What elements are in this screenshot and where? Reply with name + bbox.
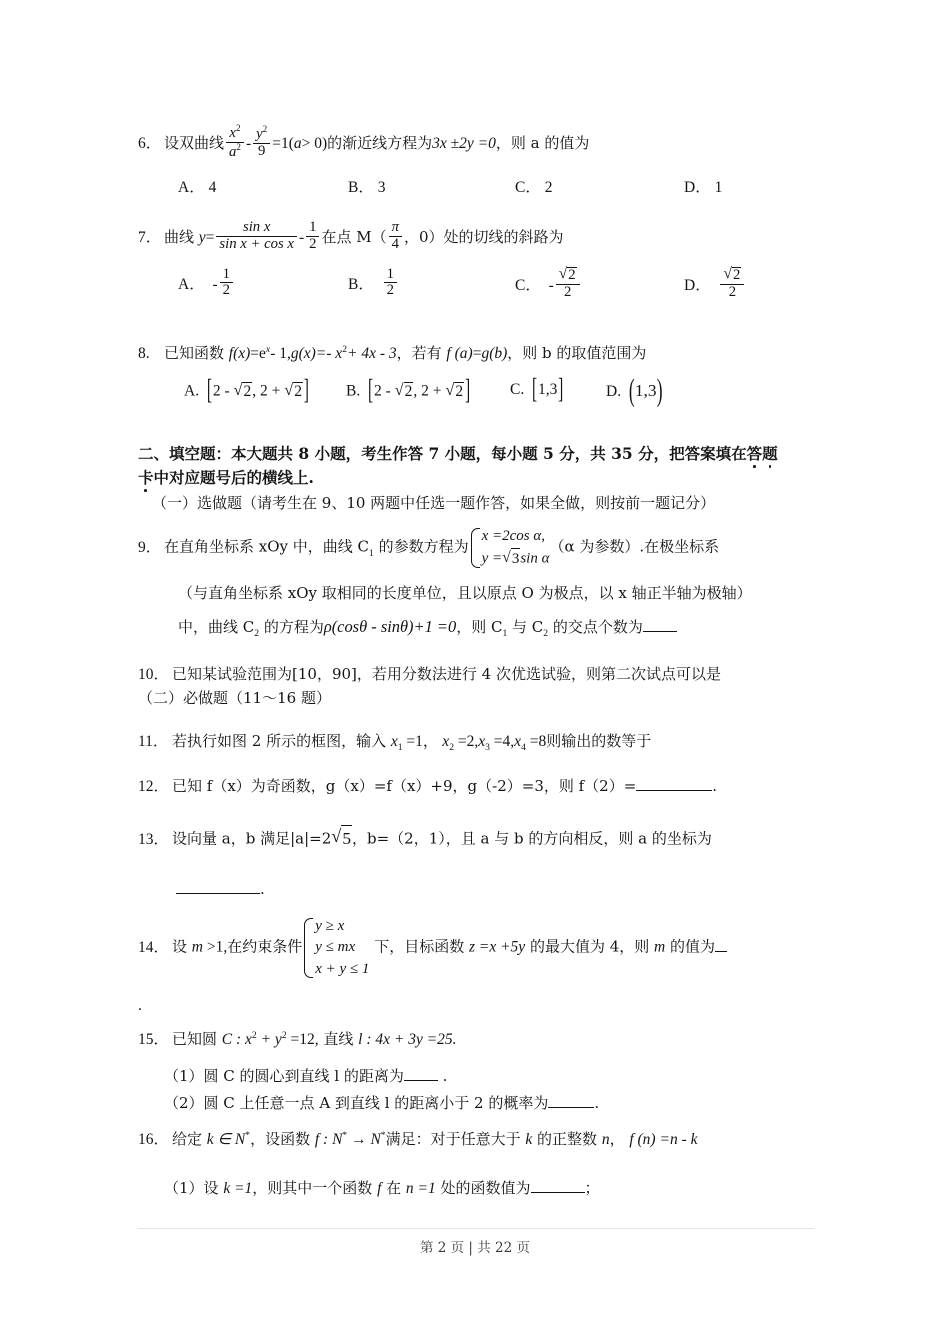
question-13-number: 13．	[138, 830, 170, 848]
section-two-dotted-a: 答	[746, 444, 763, 463]
section-two-line-2	[138, 466, 814, 490]
q15-lead: 已知圆	[172, 1030, 222, 1048]
q16-part1-blank[interactable]	[531, 1192, 585, 1193]
q8-option-b[interactable]: B. [ 2 - √ 2, 2 + √ 2 ]	[346, 381, 470, 401]
q6-option-d[interactable]: D． 1	[684, 178, 723, 196]
q8-mid-text: ，若有	[396, 344, 447, 362]
q6-option-a[interactable]: A． 4	[178, 178, 217, 196]
q14-mid: 下，目标函数	[369, 937, 469, 956]
question-16	[138, 1128, 814, 1201]
q7-fraction-main: $\frac{\text{sin x}}{\text{sin x + cos x}}$	[216, 220, 297, 253]
q7-mid-text: 在点 M（	[321, 227, 387, 246]
question-7-stem: 7． 曲线 y= $\frac{\text{sin x}}{\text{sin x + cos x}}$ - $\frac{1}{2}$ 在点 M（ $\frac{\pi}{4}$ ，0）处的切线的斜路为	[138, 218, 564, 252]
q7-option-d[interactable]: D． √ $\frac{2}{2}$	[684, 269, 746, 303]
question-15-part-2: （2）圆 C 上任意一点 A 到直线 l 的距离小于 2 的概率为 .	[164, 1093, 600, 1112]
subsection-one-note: （一）选做题（请考生在 9、10 两题中任选一题作答，如果全做，则按前一题记分）	[152, 494, 716, 513]
question-15-part-1: （1）圆 C 的圆心到直线 l 的距离为 .	[164, 1067, 448, 1086]
q14-constraint-label: 在约束条件	[227, 937, 303, 956]
question-10	[138, 663, 814, 710]
question-14-stem: 14． 设 m >1,在约束条件 y ≥ x y ≤ mx x + y ≤ 1 下，目标函数 z =x +5y 的最大值为 4，则 m 的值为	[138, 916, 814, 980]
question-13-answer-line: .	[138, 878, 814, 901]
q8-lead-text: 已知函数	[164, 344, 229, 362]
section-two-dotted-c: 卡	[138, 468, 154, 488]
question-15-number: 15．	[138, 1031, 170, 1048]
question-12	[138, 775, 814, 798]
q13-lead: 设向量 a，b 满足|a|=2	[172, 829, 332, 848]
question-13	[138, 824, 814, 901]
q14-constraint-system: y ≥ x y ≤ mx x + y ≤ 1	[302, 916, 369, 980]
q8-option-d[interactable]: D. ( 1,3 )	[606, 381, 663, 401]
q8-option-a[interactable]: A. [ 2 - √ 2, 2 + √ 2 ]	[184, 381, 309, 401]
q9-lead-text: 在直角坐标系 xOy 中，曲线 C	[164, 537, 370, 556]
section-two-text-a: 二、填空题：本大题共 8 小题，考生作答 7 小题，每小题 5 分，共 35 分，把答案填在	[138, 444, 747, 463]
question-10-stem	[138, 663, 814, 686]
page-footer: 第 2 页 | 共 22 页	[419, 1240, 531, 1256]
q6-minus: -	[245, 134, 252, 152]
q7-tail-text: 处的切线的斜路为	[443, 227, 564, 246]
question-6-stem	[138, 122, 814, 163]
q11-tail: 则输出的数等于	[546, 732, 652, 750]
q7-option-c[interactable]: C． - √ $\frac{2}{2}$	[515, 269, 582, 303]
q14-lead: 设	[172, 937, 192, 956]
q9-line3-mid: 的方程为	[259, 617, 324, 636]
question-7-options	[138, 265, 814, 331]
footer-divider	[138, 1228, 814, 1229]
q14-tail1: 的最大值为 4，则	[525, 937, 655, 956]
q6-asymptote-eq: 3x ±2y =0	[432, 134, 496, 152]
q16-lead: 给定	[172, 1130, 207, 1148]
question-8-options	[138, 381, 814, 421]
q11-lead: 若执行如图 2 所示的框图，输入	[172, 732, 391, 750]
q6-cond-rest: > 0)	[301, 134, 328, 152]
question-10-number: 10．	[138, 666, 170, 683]
q6-equals-one: =1(	[272, 134, 294, 152]
q15-line-equation: l : 4x + 3y =25.	[358, 1031, 457, 1048]
section-two-text-b: 中对应题号后的横线上.	[153, 468, 314, 488]
question-16-number: 16．	[138, 1131, 170, 1148]
q9-line3-tail3: 的交点个数为	[548, 617, 643, 636]
question-16-part-1: （1）设 k =1，则其中一个函数 f 在 n =1 处的函数值为 ；	[164, 1179, 600, 1198]
q6-fraction-2: $\frac{y^2}{9}$	[253, 125, 270, 160]
q14-answer-blank[interactable]	[715, 951, 727, 952]
q6-tail-text: ，则 a 的值为	[495, 133, 590, 152]
q7-lead-text: 曲线	[164, 227, 199, 246]
question-12-number: 12．	[138, 778, 170, 795]
question-11	[138, 730, 814, 756]
q10-text: 已知某试验范围为[10，90]，若用分数法进行 4 次优选试验，则第二次试点可以是	[172, 665, 721, 683]
question-13-stem: 13． 设向量 a，b 满足|a|=2 √ 5，b=（2，1），且 a 与 b 的方向相反，则 a 的坐标为	[138, 824, 814, 852]
question-9	[138, 526, 814, 641]
question-12-stem: 12． 已知 f（x）为奇函数，g（x）=f（x）+9，g（-2）=3，则 f（2）= .	[138, 775, 814, 798]
q6-option-c[interactable]: C． 2	[515, 178, 553, 196]
question-9-line-3: 中，曲线 $C_2$ 的方程为ρ(cosθ - sinθ)+1 =0，则 $C_1$ 与 $C_2$ 的交点个数为	[138, 615, 814, 642]
q15-part2-blank[interactable]	[548, 1107, 594, 1108]
q13-mid: ，b=（2，1），且 a 与 b 的方向相反，则 a 的坐标为	[352, 829, 712, 848]
q6-lead-text: 设双曲线	[164, 133, 225, 152]
question-11-stem: 11． 若执行如图 2 所示的框图，输入 $x_1 =1$， $x_2 =2,x_3 =4,x_4 =8$则输出的数等于	[138, 732, 652, 754]
q12-text: 已知 f（x）为奇函数，g（x）=f（x）+9，g（-2）=3，则 f（2）=	[172, 777, 637, 795]
question-6	[138, 122, 814, 205]
question-9-number: 9．	[138, 538, 162, 556]
q12-answer-blank[interactable]	[636, 790, 712, 791]
question-14-trailing-dot: .	[138, 996, 142, 1014]
q7-option-b[interactable]: B． $\frac{1}{2}$	[348, 269, 399, 302]
question-7-number: 7．	[138, 228, 162, 246]
q6-mid-text: 的渐近线方程为	[327, 133, 433, 152]
q7-fraction-pi-over-4: $\frac{\pi}{4}$	[389, 220, 402, 253]
q6-fraction-1: $\frac{x^2}{a^2}$	[226, 124, 244, 161]
question-15	[138, 1028, 814, 1115]
question-9-line-2: （与直角坐标系 xOy 取相同的长度单位，且以原点 O 为极点，以 x 轴正半轴为极轴）	[178, 584, 752, 603]
question-15-stem: 15． 已知圆 C : $x^2 + y^2 =12$, 直线 l : 4x + 3y =25.	[138, 1028, 814, 1051]
question-8-number: 8.	[138, 345, 150, 362]
q8-option-c[interactable]: C. [ 1,3 ]	[510, 381, 563, 399]
q9-parametric-system: x =2cos α, y = √ 3sin α	[469, 526, 550, 570]
question-14	[138, 916, 814, 1017]
q7-point-coord: ，0）	[403, 227, 444, 246]
q6-cond-var: a	[293, 134, 302, 152]
question-6-options	[138, 175, 814, 205]
q14-objective-fn: z =x +5y	[468, 938, 526, 956]
q9-polar-equation: ρ(cosθ - sinθ)+1 =0	[323, 616, 457, 636]
section-two-heading	[138, 442, 814, 515]
q9-tail-text: （α 为参数）.在极坐标系	[549, 537, 720, 556]
question-16-stem: 16． 给定 k ∈ N*，设函数 f : N* → N*满足：对于任意大于 k 的正整数 n， f (n) =n - k	[138, 1128, 814, 1151]
subsection-two-note: （二）必做题（11～16 题）	[138, 689, 331, 708]
question-6-number: 6．	[138, 134, 162, 152]
q14-tail2: 的值为	[665, 937, 716, 956]
q9-c2-subscript: 2	[254, 627, 260, 639]
q9-mid-text: 的参数方程为	[373, 537, 469, 556]
question-7	[138, 218, 814, 331]
q7-fraction-half: $\frac{1}{2}$	[306, 220, 319, 253]
q13-answer-blank[interactable]	[176, 893, 260, 894]
q9-answer-blank[interactable]	[643, 631, 677, 632]
q7-option-a[interactable]: A． - $\frac{1}{2}$	[178, 269, 235, 302]
q9-c1-subscript: 1	[369, 547, 374, 559]
question-8	[138, 342, 814, 421]
q9-line3-tail2: 与 C	[507, 617, 544, 636]
question-14-number: 14．	[138, 938, 170, 956]
question-8-stem: 8. 已知函数 $f(x)=e^x-$ 1,g(x)=- $x^2+ 4x - 3$，若有 f (a)=g(b)，则 b 的取值范围为	[138, 342, 814, 365]
q9-line3-tail1: ，则 C	[456, 617, 503, 636]
section-two-dotted-b: 题	[762, 444, 778, 463]
question-11-number: 11．	[138, 733, 169, 750]
question-9-line-1	[138, 526, 814, 570]
q9-line3-lead: 中，曲线 C	[178, 617, 255, 636]
q15-part1-blank[interactable]	[404, 1080, 438, 1081]
section-two-line-1	[138, 442, 814, 466]
q8-tail-text: ，则 b 的取值范围为	[507, 344, 647, 362]
q6-option-b[interactable]: B． 3	[348, 178, 386, 196]
